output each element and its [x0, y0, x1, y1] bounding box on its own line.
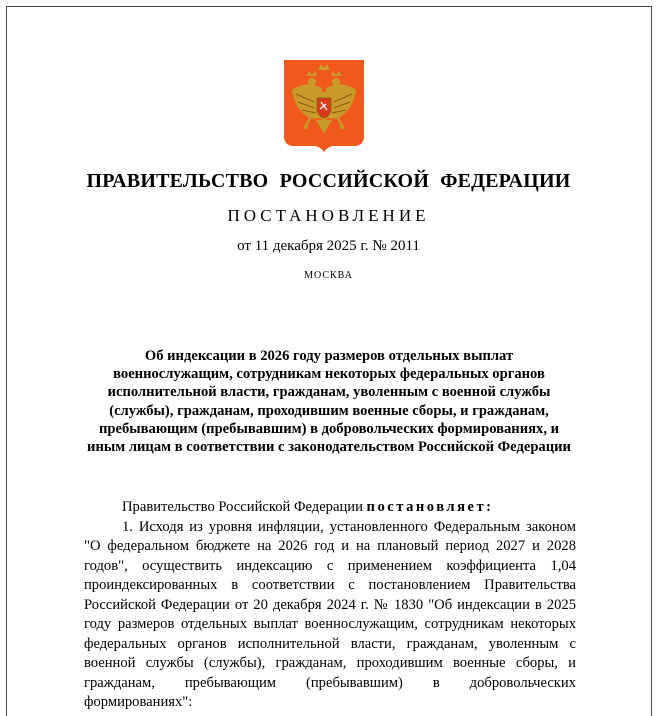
preamble-lead: Правительство Российской Федерации: [122, 499, 367, 515]
government-title: ПРАВИТЕЛЬСТВО РОССИЙСКОЙ ФЕДЕРАЦИИ: [86, 170, 571, 192]
document-type: ПОСТАНОВЛЕНИЕ: [227, 206, 430, 225]
preamble-verb: постановляет:: [366, 499, 494, 515]
preamble: [84, 498, 576, 518]
document-city: МОСКВА: [304, 270, 353, 281]
paragraph-1: 1. Исходя из уровня инфляции, установленного Федеральным законом "О федеральном бюджете на 2026 год и на плановый период 2027 и 2028 годов", осуществить индексацию с применением коэффициента 1,04 проиндексированных в соответствии с постановлением Правительства Российской Федерации от 20 декабря 2024 г. № 1830 "Об индексации в 2025 году размеров отдельных выплат военнослужащим, сотрудникам некоторых федеральных органов исполнительной власти, гражданам, уволенным с военной службы (службы), гражданам, проходившим военные сборы, и гражданам, пребывающим (пребывавшим) в добровольческих формированиях":: [84, 518, 576, 710]
document-date-number: от 11 декабря 2025 г. № 2011: [237, 238, 420, 254]
coat-of-arms-icon: [284, 60, 364, 152]
document-body: [84, 498, 576, 713]
document-subject: Об индексации в 2026 году размеров отдельных выплат военнослужащим, сотрудникам некоторых федеральных органов исполнительной власти, гражданам, уволенным с военной службы (службы), гражданам, проходившим военные сборы, и гражданам, пребывающим (пребывавшим) в добровольческих формированиях, и иным лицам в соответствии с законодательством Российской Федерации: [87, 348, 571, 456]
